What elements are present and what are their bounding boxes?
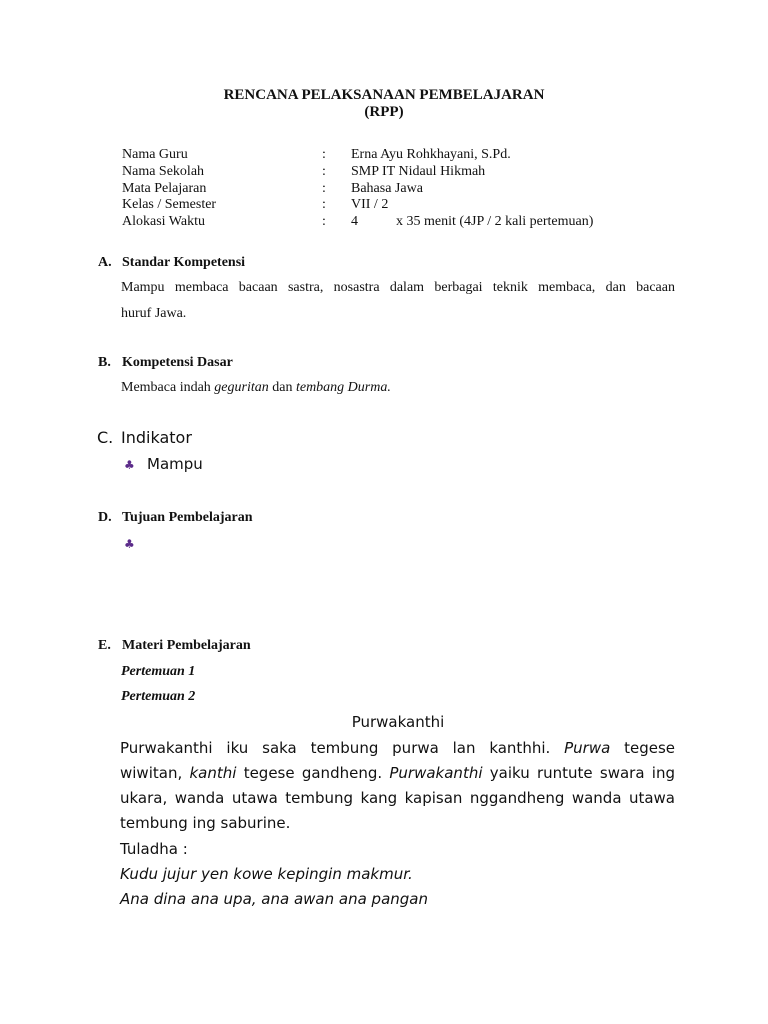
example-sentence-2: Ana dina ana upa, ana awan ana pangan	[120, 890, 428, 908]
section-c-title: Indikator	[121, 428, 192, 447]
label-subject: Mata Pelajaran	[122, 181, 207, 196]
section-d-title: Tujuan Pembelajaran	[122, 510, 253, 525]
label-teacher: Nama Guru	[122, 147, 188, 162]
text-run: Membaca indah	[121, 380, 215, 395]
emphasis-geguritan: geguritan	[214, 380, 269, 395]
section-a-text-line1: Mampu membaca bacaan sastra, nosastra dalam berbagai teknik membaca, dan bacaan	[121, 280, 675, 295]
section-a-title: Standar Kompetensi	[122, 255, 246, 270]
document-subtitle: (RPP)	[364, 104, 404, 120]
section-c-letter: C.	[97, 428, 114, 447]
colon: :	[322, 147, 326, 162]
section-b-letter: B.	[98, 355, 111, 370]
value-time-detail: x 35 menit (4JP / 2 kali pertemuan)	[396, 214, 594, 229]
label-school: Nama Sekolah	[122, 164, 205, 179]
value-class: VII / 2	[351, 197, 389, 212]
text-run: tegese gandheng.	[236, 764, 390, 782]
text-run: Purwakanthi iku saka tembung purwa lan kanthhi.	[120, 739, 565, 757]
section-a-text-line2: huruf Jawa.	[121, 306, 187, 321]
value-subject: Bahasa Jawa	[351, 181, 423, 196]
material-paragraph-line1	[120, 739, 675, 757]
section-d-letter: D.	[98, 510, 112, 525]
emphasis-purwa: Purwa	[564, 739, 611, 757]
section-a-letter: A.	[98, 255, 112, 270]
section-b-title: Kompetensi Dasar	[122, 355, 233, 370]
label-class: Kelas / Semester	[122, 197, 217, 212]
value-school: SMP IT Nidaul Hikmah	[351, 164, 486, 179]
section-e-letter: E.	[98, 638, 111, 653]
value-teacher: Erna Ayu Rohkhayani, S.Pd.	[351, 147, 511, 162]
example-sentence-1: Kudu jujur yen kowe kepingin makmur.	[120, 865, 413, 883]
colon: :	[322, 214, 326, 229]
section-b-text	[121, 380, 391, 396]
meeting-1-heading: Pertemuan 1	[121, 664, 196, 679]
material-heading: Purwakanthi	[351, 713, 445, 731]
colon: :	[322, 164, 326, 179]
club-bullet-icon: ♣	[124, 458, 135, 472]
colon: :	[322, 197, 326, 212]
material-paragraph-line4: tembung ing saburine.	[120, 814, 291, 832]
material-paragraph-line3: ukara, wanda utawa tembung kang kapisan nggandheng wanda utawa	[120, 789, 675, 807]
material-paragraph-line2	[120, 764, 675, 782]
text-run: wiwitan,	[120, 764, 190, 782]
emphasis-kanthi: kanthi	[189, 764, 237, 782]
club-bullet-icon: ♣	[124, 537, 135, 551]
section-e-title: Materi Pembelajaran	[122, 638, 251, 653]
emphasis-purwakanthi: Purwakanthi	[389, 764, 483, 782]
example-label: Tuladha :	[120, 840, 188, 858]
text-run: dan	[268, 380, 296, 395]
label-time: Alokasi Waktu	[122, 214, 205, 229]
emphasis-tembang-durma: tembang Durma.	[295, 380, 391, 395]
colon: :	[322, 181, 326, 196]
value-time-number: 4	[351, 214, 358, 229]
document-title: RENCANA PELAKSANAAN PEMBELAJARAN	[223, 87, 545, 103]
meeting-2-heading: Pertemuan 2	[121, 689, 196, 704]
indicator-item: Mampu	[147, 455, 203, 473]
text-run: yaiku runtute swara ing	[482, 764, 675, 782]
text-run: tegese	[610, 739, 676, 757]
